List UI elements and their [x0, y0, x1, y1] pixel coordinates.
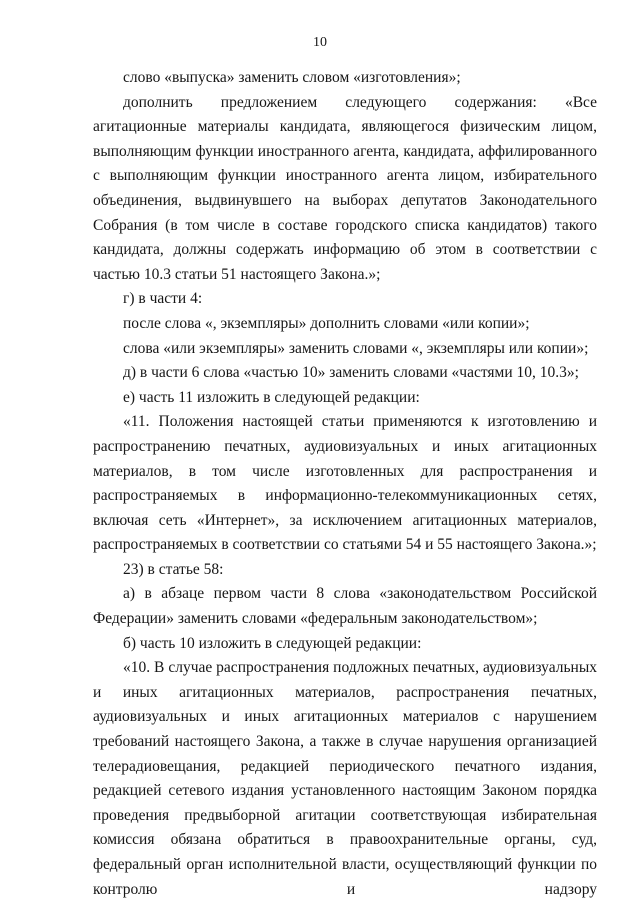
paragraph-part-10: «10. В случае распространения подложных печатных, аудиовизуальных и иных агитационных материалов, распространения печатных, аудиовизуальных и иных агитационных материалов с нарушением требований настоящего Закона, а также в случае нарушения организацией телерадиовещания, редакцией периодического печатного издания, редакцией сетевого издания установленного настоящим Законом порядка проведения предвыборной агитации соответствующая избирательная комиссия обязана обратиться в правоохранительные органы, суд, федеральный орган исполнительной власти, осуществляющий функции по контролю и надзору: [93, 659, 597, 898]
paragraph-item-e: е) часть 11 изложить в следующей редакции:: [123, 388, 420, 406]
paragraph-replace-word: слово «выпуска» заменить словом «изготовления»;: [123, 69, 461, 86]
page-number: 10: [313, 35, 327, 50]
paragraph-item-d: д) в части 6 слова «частью 10» заменить словами «частями 10, 10.3»;: [123, 364, 579, 382]
paragraph-item-g: г) в части 4:: [123, 290, 203, 308]
paragraph-add-sentence: дополнить предложением следующего содержания: «Все агитационные материалы кандидата, являющегося физическим лицом, выполняющим функции иностранного агента, кандидата, аффилированного с выполняющим функции иностранного агента лицом, избирательного объединения, выдвинувшего на выборах депутатов Законодательного Собрания (в том числе в составе городского списка кандидатов) такого кандидата, должны содержать информацию об этом в соответствии с частью 10.3 статьи 51 настоящего Закона.»;: [93, 93, 597, 283]
document-body: [93, 66, 597, 902]
paragraph-item-23: 23) в статье 58:: [123, 560, 224, 578]
paragraph-words-replace: слова «или экземпляры» заменить словами «, экземпляры или копии»;: [123, 339, 589, 357]
paragraph-item-b: б) часть 10 изложить в следующей редакции:: [123, 634, 422, 652]
paragraph-part-11: «11. Положения настоящей статьи применяются к изготовлению и распространению печатных, аудиовизуальных и иных агитационных материалов, в том числе изготовленных для распространения и распространяемых в информационно-телекоммуникационных сетях, включая сеть «Интернет», за исключением агитационных материалов, распространяемых в соответствии со статьями 54 и 55 настоящего Закона.»;: [93, 413, 597, 554]
paragraph-after-word: после слова «, экземпляры» дополнить словами «или копии»;: [123, 314, 530, 332]
paragraph-item-a: а) в абзаце первом части 8 слова «законодательством Российской Федерации» заменить словами «федеральным законодательством»;: [93, 585, 597, 628]
